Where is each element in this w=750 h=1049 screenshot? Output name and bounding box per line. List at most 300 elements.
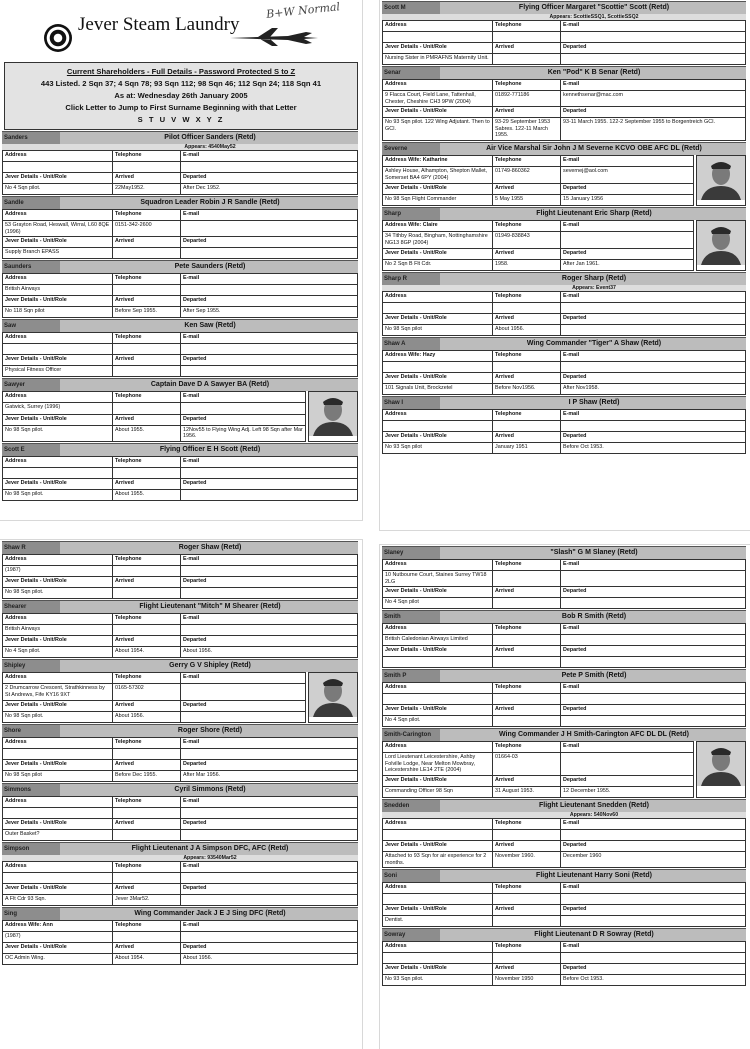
- surname-link[interactable]: Sandle: [2, 197, 60, 209]
- arrived-label: Arrived: [493, 313, 561, 324]
- telephone-label: Telephone: [113, 921, 181, 932]
- arrived-label: Arrived: [493, 705, 561, 716]
- shareholder-name: Flying Officer E H Scott (Retd): [159, 446, 261, 454]
- arrived-label: Arrived: [113, 296, 181, 307]
- departed-label: Departed: [181, 577, 358, 588]
- portrait-photo: [308, 672, 358, 723]
- email-value: [181, 285, 358, 296]
- table-row: [3, 173, 358, 184]
- arrived-label: Arrived: [493, 248, 561, 259]
- email-value: [181, 403, 306, 414]
- email-value: kennethsenar@mac.com: [561, 91, 746, 107]
- surname-link[interactable]: Smith-Carington: [382, 729, 440, 741]
- arrived-value: [113, 366, 181, 377]
- shareholder-name: Bob R Smith (Retd): [561, 613, 627, 621]
- table-row: [3, 355, 358, 366]
- arrived-value: Before Nov1956.: [493, 383, 561, 394]
- shareholder-entry: [382, 928, 746, 986]
- entry-header: [382, 396, 746, 409]
- table-row: [3, 566, 358, 577]
- telephone-label: Telephone: [493, 883, 561, 894]
- table-row: [383, 259, 694, 270]
- table-row: [383, 905, 746, 916]
- arrived-value: 31 August 1953.: [493, 786, 561, 797]
- surname-link[interactable]: Severne: [382, 143, 440, 155]
- table-row: [383, 942, 746, 953]
- page-3: [0, 540, 362, 1049]
- table-row: [3, 285, 358, 296]
- details-table: [382, 941, 746, 986]
- shareholder-name: Pilot Officer Sanders (Retd): [164, 134, 256, 141]
- jever-details-label: Jever Details - Unit/Role: [3, 636, 113, 647]
- email-value: [561, 953, 746, 964]
- unit-role-value: No 98 Sqn Flight Commander: [383, 194, 493, 205]
- email-label: E-mail: [561, 21, 746, 32]
- email-value: [561, 694, 746, 705]
- address-value: 10 Nutbourne Court, Staines Surrey TW18 2LG: [383, 571, 493, 587]
- surname-link[interactable]: Smith: [382, 611, 440, 623]
- table-row: [383, 964, 746, 975]
- surname-link[interactable]: Snedden: [382, 800, 440, 812]
- shareholder-entry: [382, 799, 746, 868]
- entry-header: [2, 907, 358, 920]
- departed-label: Departed: [181, 700, 306, 711]
- telephone-label: Telephone: [113, 457, 181, 468]
- details-table: [2, 737, 358, 782]
- shareholder-name: Ken Saw (Retd): [184, 322, 236, 330]
- surname-link[interactable]: Sowray: [382, 929, 440, 941]
- handwritten-note: B+W Normal: [265, 0, 341, 21]
- jever-details-label: Jever Details - Unit/Role: [383, 43, 493, 54]
- email-value: [561, 361, 746, 372]
- details-table: [382, 682, 746, 727]
- surname-link[interactable]: Shore: [2, 725, 60, 737]
- telephone-value: [493, 571, 561, 587]
- table-row: [383, 646, 746, 657]
- shareholder-name: Captain Dave D A Sawyer BA (Retd): [150, 381, 270, 389]
- surname-link[interactable]: Smith P: [382, 670, 440, 682]
- arrived-value: November 1950: [493, 975, 561, 986]
- address-label: Address: [383, 21, 493, 32]
- table-row: [3, 296, 358, 307]
- unit-role-value: No 118 Sqn pilot: [3, 307, 113, 318]
- email-label: E-mail: [181, 614, 358, 625]
- shareholder-entry: [2, 600, 358, 658]
- table-row: [383, 705, 746, 716]
- entry-header: [382, 1, 746, 14]
- entry-header: [382, 928, 746, 941]
- table-row: [383, 624, 746, 635]
- email-label: E-mail: [561, 942, 746, 953]
- address-value: [383, 32, 493, 43]
- telephone-value: [113, 808, 181, 819]
- email-value: [561, 753, 694, 776]
- email-value: [561, 571, 746, 587]
- table-row: [3, 457, 358, 468]
- address-label: Address: [383, 80, 493, 91]
- address-label: Address: [3, 738, 113, 749]
- details-table: [2, 391, 306, 442]
- table-row: [383, 91, 746, 107]
- table-row: [383, 107, 746, 118]
- arrived-label: Arrived: [113, 577, 181, 588]
- shareholder-name: Gerry G V Shipley (Retd): [169, 662, 251, 669]
- arrived-label: Arrived: [113, 173, 181, 184]
- shareholder-name: "Slash" G M Slaney (Retd): [550, 549, 638, 556]
- surname-link[interactable]: Sharp R: [382, 273, 440, 285]
- departed-value: 12 December 1955.: [561, 786, 694, 797]
- table-row: [3, 392, 306, 403]
- address-value: Ashley House, Alhampton, Shepton Mallet, Somerset BA4 6PY (2004): [383, 167, 493, 183]
- surname-link[interactable]: Senar: [382, 67, 440, 79]
- table-row: [383, 683, 746, 694]
- entry-body: [382, 350, 746, 395]
- address-label: Address Wife: Hazy: [383, 350, 493, 361]
- surname-link[interactable]: Sawyer: [2, 379, 60, 391]
- jever-details-label: Jever Details - Unit/Role: [383, 964, 493, 975]
- email-label: E-mail: [181, 738, 358, 749]
- table-row: [383, 118, 746, 141]
- table-row: [383, 80, 746, 91]
- portrait-photo: [696, 220, 746, 271]
- table-row: [3, 344, 358, 355]
- address-label: Address: [3, 673, 113, 684]
- arrived-label: Arrived: [113, 819, 181, 830]
- address-value: Gatwick, Surrey (1996): [3, 403, 113, 414]
- shareholder-name: Squadron Leader Robin J R Sandle (Retd): [140, 199, 280, 206]
- details-table: [382, 79, 746, 141]
- email-label: E-mail: [181, 274, 358, 285]
- unit-role-value: No 98 Sqn pilot.: [3, 588, 113, 599]
- unit-role-value: No 4 Sqn pilot.: [383, 716, 493, 727]
- details-table: [382, 409, 746, 454]
- departed-label: Departed: [181, 943, 358, 954]
- surname-link[interactable]: Shipley: [2, 660, 60, 672]
- surname-link[interactable]: Scott M: [382, 2, 440, 14]
- entry-header: [382, 869, 746, 882]
- banner-heading[interactable]: Current Shareholders - Full Details - Password Protected S to Z: [66, 67, 296, 76]
- table-row: [3, 862, 358, 873]
- email-label: E-mail: [561, 291, 746, 302]
- table-row: [3, 555, 358, 566]
- jever-details-label: Jever Details - Unit/Role: [383, 646, 493, 657]
- details-table: [382, 741, 694, 798]
- entry-body: [382, 741, 746, 798]
- table-row: [383, 350, 746, 361]
- table-row: [3, 625, 358, 636]
- table-row: [3, 954, 358, 965]
- arrived-value: 22May1952.: [113, 184, 181, 195]
- shareholder-entry: [2, 659, 358, 723]
- surname-link[interactable]: Soni: [382, 870, 440, 882]
- table-row: [383, 431, 746, 442]
- email-label: E-mail: [561, 624, 746, 635]
- entry-body: [2, 456, 358, 501]
- surname-link[interactable]: Shearer: [2, 601, 60, 613]
- jever-details-label: Jever Details - Unit/Role: [3, 355, 113, 366]
- telephone-value: 0151-342-2600: [113, 221, 181, 237]
- departed-value: 15 January 1956: [561, 194, 694, 205]
- shareholder-name: Flight Lieutenant Snedden (Retd): [538, 801, 650, 809]
- entry-body: [2, 332, 358, 377]
- shareholder-name: Flying Officer Margaret "Scottie" Scott (Retd): [518, 4, 670, 11]
- table-row: [383, 32, 746, 43]
- shareholder-name: Flight Lieutenant D R Sowray (Retd): [534, 931, 654, 939]
- entry-body: [382, 79, 746, 141]
- shareholder-entry: [382, 546, 746, 609]
- arrived-label: Arrived: [113, 237, 181, 248]
- email-label: E-mail: [181, 457, 358, 468]
- shareholder-entry: [382, 610, 746, 668]
- telephone-value: 0165-57302: [113, 684, 181, 700]
- appears-note[interactable]: Appears: ScottieSSQ1, ScottieSSQ2: [382, 14, 746, 20]
- email-value: [181, 932, 358, 943]
- table-row: [383, 894, 746, 905]
- entry-header: [382, 337, 746, 350]
- telephone-value: 01749-860362: [493, 167, 561, 183]
- appears-note[interactable]: Appears: 4540May52: [2, 144, 358, 150]
- arrived-label: Arrived: [493, 587, 561, 598]
- table-row: [383, 786, 694, 797]
- table-row: [383, 155, 694, 166]
- details-table: [382, 559, 746, 609]
- table-row: [3, 830, 358, 841]
- unit-role-value: No 4 Sqn pilot: [383, 598, 493, 609]
- surname-link[interactable]: Simmons: [2, 784, 60, 796]
- table-row: [3, 468, 358, 479]
- table-row: [3, 873, 358, 884]
- address-label: Address Wife: Katharine: [383, 155, 493, 166]
- page-4: [380, 545, 750, 1049]
- arrived-label: Arrived: [113, 479, 181, 490]
- arrived-value: 93-29 September 1953 Sabres. 122-11 March 1955.: [493, 118, 561, 141]
- email-label: E-mail: [181, 333, 358, 344]
- jever-details-label: Jever Details - Unit/Role: [383, 587, 493, 598]
- shareholder-entry: [2, 378, 358, 442]
- shareholder-entry: [2, 196, 358, 259]
- entry-header: [382, 142, 746, 155]
- entry-body: [382, 20, 746, 65]
- table-row: [3, 333, 358, 344]
- shareholder-name: Ken "Pod" K B Senar (Retd): [547, 69, 641, 76]
- page-2: [380, 0, 750, 530]
- table-row: [383, 167, 694, 183]
- table-row: [3, 479, 358, 490]
- email-value: severnej@aol.com: [561, 167, 694, 183]
- table-row: [3, 771, 358, 782]
- entry-header: [382, 272, 746, 285]
- surname-link[interactable]: Shaw I: [382, 397, 440, 409]
- address-value: [3, 344, 113, 355]
- table-row: [3, 797, 358, 808]
- telephone-value: [113, 344, 181, 355]
- entry-body: [2, 672, 358, 723]
- entry-body: [382, 818, 746, 868]
- telephone-value: 01892-771186: [493, 91, 561, 107]
- departed-label: Departed: [561, 183, 694, 194]
- departed-value: [181, 895, 358, 906]
- table-row: [3, 808, 358, 819]
- letter-jump-links[interactable]: S T U V W X Y Z: [137, 115, 225, 124]
- telephone-label: Telephone: [113, 274, 181, 285]
- telephone-value: 01664-03: [493, 753, 561, 776]
- address-label: Address: [383, 409, 493, 420]
- email-label: E-mail: [181, 210, 358, 221]
- unit-role-value: No 98 Sqn pilot: [3, 771, 113, 782]
- email-label: E-mail: [561, 683, 746, 694]
- table-row: [383, 302, 746, 313]
- entry-body: [382, 155, 746, 206]
- departed-value: After Sep 1955.: [181, 307, 358, 318]
- entry-body: [382, 559, 746, 609]
- entry-header: [382, 799, 746, 812]
- jever-details-label: Jever Details - Unit/Role: [3, 760, 113, 771]
- table-row: [3, 749, 358, 760]
- details-table: [2, 861, 358, 906]
- table-row: [383, 194, 694, 205]
- details-table: [382, 623, 746, 668]
- details-table: [2, 920, 358, 965]
- table-row: [3, 636, 358, 647]
- details-table: [2, 554, 358, 599]
- address-value: (1987): [3, 566, 113, 577]
- entry-body: [2, 554, 358, 599]
- site-header: [0, 0, 362, 62]
- surname-link[interactable]: Slaney: [382, 547, 440, 559]
- details-table: [2, 273, 358, 318]
- surname-link[interactable]: Sanders: [2, 132, 60, 144]
- departed-label: Departed: [181, 414, 306, 425]
- entry-body: [2, 613, 358, 658]
- departed-value: [561, 916, 746, 927]
- shareholder-entry: [2, 131, 358, 195]
- departed-label: Departed: [181, 479, 358, 490]
- appears-note[interactable]: Appears: 93540Mar52: [2, 855, 358, 861]
- banner-instructions: Click Letter to Jump to First Surname Beginning with that Letter: [65, 103, 297, 112]
- surname-link[interactable]: Simpson: [2, 843, 60, 855]
- table-row: [383, 220, 694, 231]
- entry-header: [2, 443, 358, 456]
- arrived-value: About 1955.: [113, 490, 181, 501]
- surname-link[interactable]: Sharp: [382, 208, 440, 220]
- banner-date: As at: Wednesday 26th January 2005: [114, 91, 248, 100]
- table-row: [383, 851, 746, 867]
- departed-label: Departed: [561, 646, 746, 657]
- address-value: British Caledonian Airways Limited: [383, 635, 493, 646]
- unit-role-value: No 93 Sqn pilot.: [383, 975, 493, 986]
- appears-note[interactable]: Appears: 540Nov60: [382, 812, 746, 818]
- arrived-label: Arrived: [493, 840, 561, 851]
- unit-role-value: No 98 Sqn pilot: [383, 324, 493, 335]
- telephone-value: 01949-838843: [493, 232, 561, 248]
- arrived-value: Jever 3Mar52.: [113, 895, 181, 906]
- email-value: [561, 302, 746, 313]
- telephone-label: Telephone: [493, 560, 561, 571]
- table-row: [383, 420, 746, 431]
- arrived-label: Arrived: [493, 964, 561, 975]
- jever-details-label: Jever Details - Unit/Role: [383, 183, 493, 194]
- departed-value: [181, 588, 358, 599]
- departed-label: Departed: [181, 237, 358, 248]
- email-value: [181, 566, 358, 577]
- details-table: [382, 882, 746, 927]
- departed-value: Before Oct 1953.: [561, 442, 746, 453]
- table-row: [383, 313, 746, 324]
- table-row: [3, 921, 358, 932]
- shareholder-entry: [382, 337, 746, 395]
- arrived-label: Arrived: [113, 636, 181, 647]
- telephone-label: Telephone: [493, 409, 561, 420]
- departed-value: About 1956.: [181, 954, 358, 965]
- table-row: [3, 895, 358, 906]
- email-value: [561, 32, 746, 43]
- table-row: [383, 657, 746, 668]
- address-label: Address: [3, 151, 113, 162]
- telephone-label: Telephone: [493, 818, 561, 829]
- jever-details-label: Jever Details - Unit/Role: [3, 296, 113, 307]
- arrived-label: Arrived: [493, 775, 561, 786]
- address-value: 2 Drumcarrow Crescent, Strathkinness by St Andrews, Fife KY16 9XT: [3, 684, 113, 700]
- entry-header: [382, 610, 746, 623]
- email-value: [561, 635, 746, 646]
- unit-role-value: Attached to 93 Sqn for air experience for 2 months.: [383, 851, 493, 867]
- surname-link[interactable]: Scott E: [2, 444, 60, 456]
- telephone-label: Telephone: [493, 942, 561, 953]
- table-row: [3, 943, 358, 954]
- arrived-label: Arrived: [113, 355, 181, 366]
- telephone-label: Telephone: [113, 392, 181, 403]
- email-label: E-mail: [181, 862, 358, 873]
- jever-details-label: Jever Details - Unit/Role: [3, 884, 113, 895]
- departed-value: After Nov1958.: [561, 383, 746, 394]
- arrived-value: [493, 598, 561, 609]
- arrived-label: Arrived: [493, 107, 561, 118]
- entry-body: [2, 150, 358, 195]
- surname-link[interactable]: Sing: [2, 908, 60, 920]
- email-value: [561, 232, 694, 248]
- address-value: [383, 829, 493, 840]
- table-row: [383, 560, 746, 571]
- appears-note[interactable]: Appears: Event37: [382, 285, 746, 291]
- email-value: [561, 420, 746, 431]
- arrived-value: Before Sep 1955.: [113, 307, 181, 318]
- email-label: E-mail: [561, 155, 694, 166]
- address-label: Address: [3, 457, 113, 468]
- details-table: [382, 20, 746, 65]
- surname-link[interactable]: Saunders: [2, 261, 60, 273]
- shareholder-entry: [2, 260, 358, 318]
- departed-value: [561, 54, 746, 65]
- telephone-label: Telephone: [493, 291, 561, 302]
- departed-label: Departed: [181, 819, 358, 830]
- email-value: [181, 808, 358, 819]
- surname-link[interactable]: Saw: [2, 320, 60, 332]
- surname-link[interactable]: Shaw A: [382, 338, 440, 350]
- table-row: [3, 760, 358, 771]
- address-value: [3, 162, 113, 173]
- telephone-value: [493, 894, 561, 905]
- table-row: [383, 953, 746, 964]
- departed-label: Departed: [181, 173, 358, 184]
- surname-link[interactable]: Shaw R: [2, 542, 60, 554]
- details-table: [2, 613, 358, 658]
- email-label: E-mail: [561, 883, 746, 894]
- jever-details-label: Jever Details - Unit/Role: [383, 840, 493, 851]
- unit-role-value: No 93 Sqn pilot. 122 Wing Adjutant. Then to GCI.: [383, 118, 493, 141]
- entry-header: [2, 319, 358, 332]
- table-row: [3, 366, 358, 377]
- details-table: [2, 209, 358, 259]
